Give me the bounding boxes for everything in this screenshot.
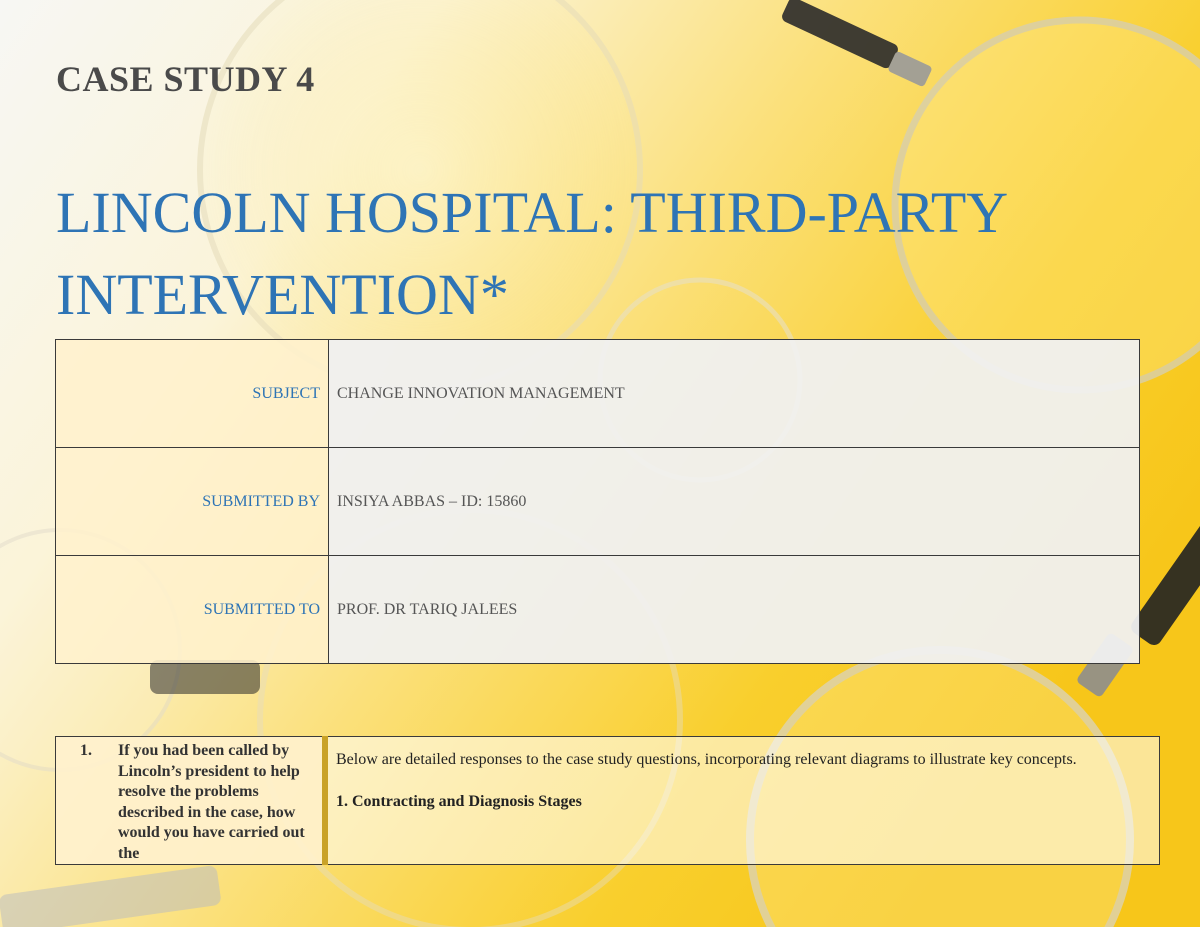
table-row <box>56 737 1160 865</box>
submitted-to-value: PROF. DR TARIQ JALEES <box>329 556 1140 664</box>
question-cell <box>56 737 326 865</box>
table-row <box>56 340 1140 448</box>
submission-info-table <box>55 339 1140 664</box>
table-row <box>56 556 1140 664</box>
case-study-label: CASE STUDY 4 <box>56 59 315 99</box>
answer-intro: Below are detailed responses to the case study questions, incorporating relevant diagrams to illustrate key concepts. <box>336 751 1077 768</box>
document-title <box>56 172 1156 336</box>
title-line-1: LINCOLN HOSPITAL: THIRD-PARTY <box>56 180 1009 245</box>
question-text: If you had been called by Lincoln’s president to help resolve the problems described in the case, how would you have carried out the <box>118 742 305 862</box>
question-number: 1. <box>80 742 92 759</box>
answer-cell <box>325 737 1160 865</box>
submitted-by-label: SUBMITTED BY <box>56 448 329 556</box>
submitted-to-label: SUBMITTED TO <box>56 556 329 664</box>
answer-section-heading: 1. Contracting and Diagnosis Stages <box>336 793 582 810</box>
submitted-by-value: INSIYA ABBAS – ID: 15860 <box>329 448 1140 556</box>
table-row <box>56 448 1140 556</box>
title-line-2: INTERVENTION* <box>56 262 509 327</box>
subject-value: CHANGE INNOVATION MANAGEMENT <box>329 340 1140 448</box>
question-answer-table <box>55 736 1160 865</box>
subject-label: SUBJECT <box>56 340 329 448</box>
